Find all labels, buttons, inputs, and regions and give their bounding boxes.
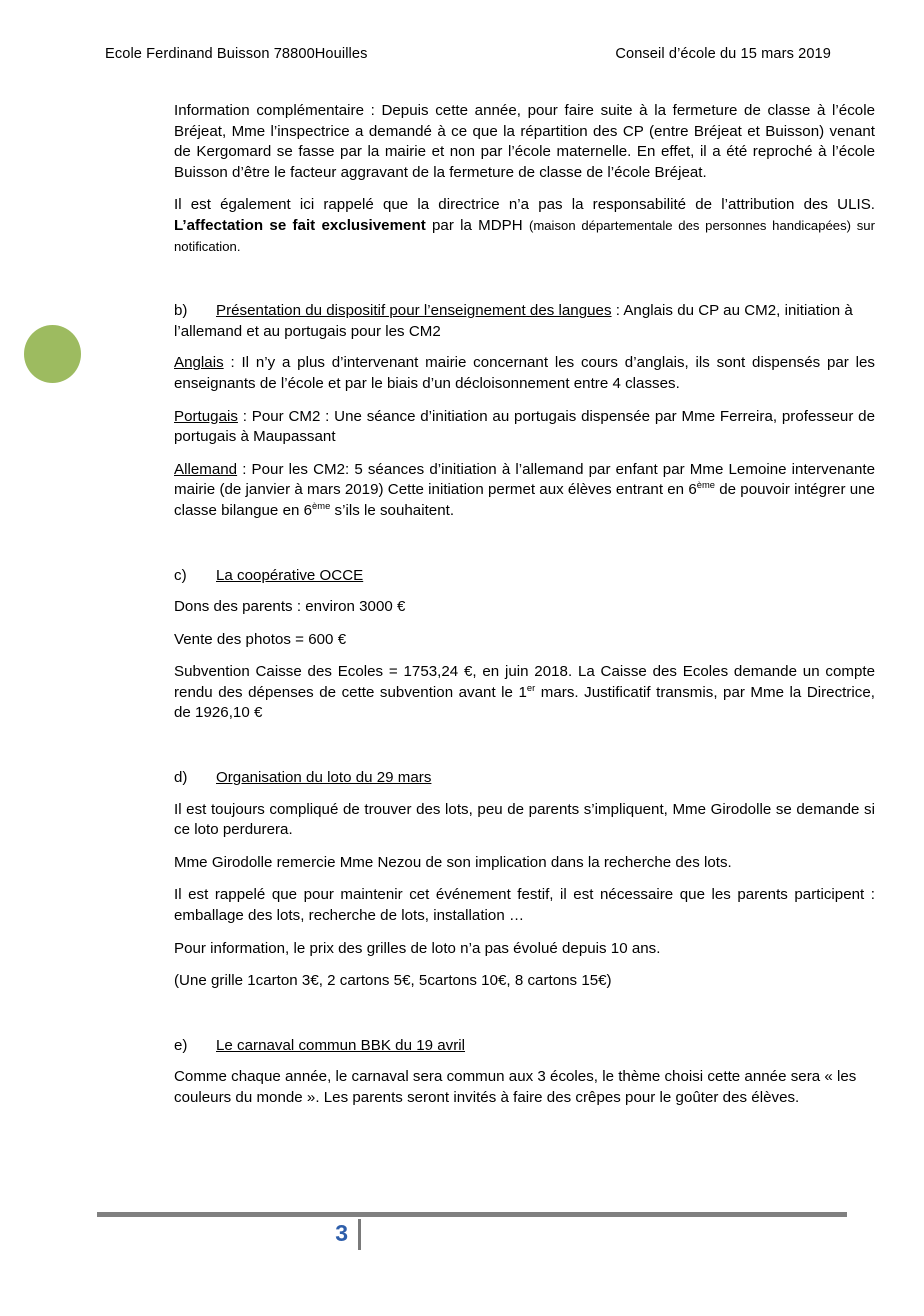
label-portugais: Portugais [174, 407, 238, 425]
ulis-text-parenthetical: (maison départementale des personnes handicapées) sur notification. [174, 217, 875, 254]
text-allemand-1: : Pour les CM2: 5 séances d’initiation à l’allemand par enfant par Mme Lemoine intervenante mairie (de janvier à mars 2019) Cette initiation permet aux élèves entrant en 6 [174, 460, 875, 499]
paragraph-allemand [174, 460, 875, 522]
section-letter-e: e) [174, 1036, 188, 1054]
text-dons: Dons des parents : environ 3000 € [174, 598, 406, 616]
paragraph-subvention [174, 662, 875, 724]
text-allemand-2: de pouvoir intégrer une classe bilangue en 6 [174, 481, 875, 519]
text-loto-3: Il est rappelé que pour maintenir cet événement festif, il est nécessaire que les parents participent : emballage des lots, recherche de lots, installation … [174, 886, 875, 925]
text-loto-2: Mme Girodolle remercie Mme Nezou de son implication dans la recherche des lots. [174, 853, 732, 871]
page-number: 3 [335, 1220, 348, 1246]
paragraph-text: Information complémentaire : Depuis cette année, pour faire suite à la fermeture de classe à l’école Bréjeat, Mme l’inspectrice a demandé à ce que la répartition des CP (entre Bréjeat et Buisson) venant de Kergomard se fasse par la mairie et non par l’école maternelle. En effet, il a été reproché à l’école Buisson d’être le facteur aggravant de la fermeture de classe de l’école Bréjeat. [174, 102, 875, 181]
header-school-name: Ecole Ferdinand Buisson 78800Houilles [105, 46, 368, 62]
section-heading-e [174, 1036, 875, 1057]
spacer [174, 1004, 875, 1036]
green-circle-decoration [24, 325, 81, 383]
ulis-text-mdph: par la MDPH [425, 216, 529, 234]
text-anglais: : Il n’y a plus d’intervenant mairie concernant les cours d’anglais, ils sont dispensés par les enseignants de l’école et par le biais d’un décloisonnement entre 4 classes. [174, 354, 875, 392]
spacer [174, 269, 875, 301]
text-allemand-3: s’ils le souhaitent. [330, 501, 455, 519]
page-header [105, 46, 831, 64]
document-body [174, 101, 875, 1121]
superscript-eme-1: ème [696, 480, 716, 491]
ulis-bold-phrase: L’affectation se fait exclusivement [174, 216, 426, 234]
section-title-b: Présentation du dispositif pour l’enseignement des langues [216, 302, 612, 320]
paragraph-loto-prices [174, 971, 875, 992]
paragraph-loto-2 [174, 853, 875, 874]
paragraph-loto-3 [174, 885, 875, 926]
section-title-c: La coopérative OCCE [216, 566, 364, 584]
text-loto-1: Il est toujours compliqué de trouver des lots, peu de parents s’impliquent, Mme Girodolle se demande si ce loto perdurera. [174, 800, 875, 839]
text-subvention-1: Subvention Caisse des Ecoles = 1753,24 €, en juin 2018. La Caisse des Ecoles demande un compte rendu des dépenses de cette subvention avant le 1 [174, 663, 875, 701]
paragraph-information-complementaire [174, 101, 875, 183]
footer-vertical-bar [358, 1219, 361, 1250]
label-anglais: Anglais [174, 354, 224, 372]
paragraph-carnaval [174, 1067, 875, 1108]
paragraph-vente-photos [174, 630, 875, 651]
text-vente-photos: Vente des photos = 600 € [174, 630, 347, 648]
section-letter-b: b) [174, 302, 188, 320]
section-title-d: Organisation du loto du 29 mars [216, 769, 432, 787]
text-loto-4: Pour information, le prix des grilles de loto n’a pas évolué depuis 10 ans. [174, 939, 661, 957]
text-subvention-2: mars. Justificatif transmis, par Mme la Directrice, de 1926,10 € [174, 683, 875, 722]
spacer [174, 736, 875, 768]
section-title-e: Le carnaval commun BBK du 19 avril [216, 1036, 466, 1054]
paragraph-anglais [174, 353, 875, 394]
section-heading-b [174, 301, 875, 342]
header-meeting-title: Conseil d’école du 15 mars 2019 [615, 46, 831, 62]
paragraph-portugais [174, 407, 875, 448]
section-letter-d: d) [174, 769, 188, 787]
section-letter-c: c) [174, 566, 187, 584]
paragraph-loto-1 [174, 800, 875, 841]
superscript-eme-2: ème [312, 500, 331, 511]
paragraph-loto-4 [174, 939, 875, 960]
superscript-er: er [526, 682, 536, 693]
text-carnaval: Comme chaque année, le carnaval sera commun aux 3 écoles, le thème choisi cette année sera « les couleurs du monde ». Les parents seront invités à faire des crêpes pour le goûter des élèves. [174, 1068, 857, 1106]
ulis-text-lead: Il est également ici rappelé que la directrice n’a pas la responsabilité de l’attribution des ULIS. [174, 196, 875, 214]
spacer [174, 534, 875, 566]
text-loto-prices: (Une grille 1carton 3€, 2 cartons 5€, 5cartons 10€, 8 cartons 15€) [174, 972, 612, 990]
paragraph-ulis [174, 195, 875, 257]
paragraph-dons [174, 597, 875, 618]
section-heading-c [174, 566, 875, 587]
footer-divider [97, 1212, 847, 1217]
label-allemand: Allemand [174, 460, 238, 478]
section-heading-d [174, 768, 875, 789]
text-portugais: : Pour CM2 : Une séance d’initiation au portugais dispensée par Mme Ferreira, professeur de portugais à Maupassant [174, 407, 875, 446]
section-subtitle-b: : Anglais du CP au CM2, initiation à l’allemand et au portugais pour les CM2 [174, 302, 853, 340]
